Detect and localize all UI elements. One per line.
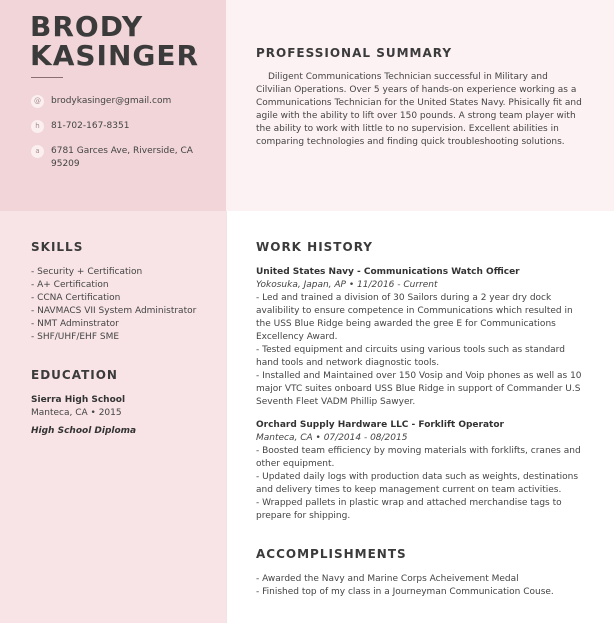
- summary-text: Diligent Communications Technician successful in Military and Cilvilian Operations. Over 5 years of hands-on experience working as a Communications Technician for the United States Navy. Phisically fit and agile with the ability to lift over 150 pounds. A strong team player with the ability to work with little to no supervision. Excellent abilities in comparing technologies and finding quick troubleshooting solutions.: [256, 72, 582, 148]
- accomplishments-heading: ACCOMPLISHMENTS: [256, 547, 407, 561]
- accomplishments-list: [256, 573, 554, 599]
- skill-item: - SHF/UHF/EHF SME: [31, 332, 120, 342]
- school-name: Sierra High School: [31, 395, 126, 405]
- accomplishment-item: - Finished top of my class in a Journeyman Communication Couse.: [256, 587, 554, 597]
- job-bullet: - Installed and Maintained over 150 Vosip and Voip phones as well as 10 major VTC suites onboard USS Blue Ridge in support of Commander U.S Seventh Fleet VADM Phillip Sawyer.: [256, 371, 582, 407]
- job-entry: [256, 266, 586, 409]
- summary-heading: PROFESSIONAL SUMMARY: [256, 46, 453, 60]
- job-bullet: - Updated daily logs with production data such as weights, destinations and delivery times to keep management current on team activities.: [256, 472, 579, 495]
- phone-icon: h: [31, 120, 44, 133]
- skills-list: [31, 266, 196, 344]
- job-entry: [256, 419, 586, 523]
- job-title: United States Navy - Communications Watch Officer: [256, 267, 520, 277]
- job-meta: Manteca, CA • 07/2014 - 08/2015: [256, 433, 408, 443]
- skill-item: - CCNA Certification: [31, 293, 121, 303]
- job-title: Orchard Supply Hardware LLC - Forklift Operator: [256, 420, 504, 430]
- education-heading: EDUCATION: [31, 368, 118, 382]
- job-meta: Yokosuka, Japan, AP • 11/2016 - Current: [256, 280, 438, 290]
- candidate-name: [30, 12, 199, 70]
- address-text: 6781 Garces Ave, Riverside, CA 95209: [51, 146, 193, 169]
- job-bullet: - Tested equipment and circuits using various tools such as standard hand tools and network diagnostic tools.: [256, 345, 565, 368]
- contact-phone[interactable]: [31, 120, 221, 133]
- job-bullet: - Led and trained a division of 30 Sailors during a 2 year dry dock avalibility to ensure competence in Communications which resulted in the USS Blue Ridge being awarded the gree E for Communications Excellency Award.: [256, 293, 573, 342]
- skill-item: - NAVMACS VII System Administrator: [31, 306, 197, 316]
- email-text: brodykasinger@gmail.com: [51, 96, 172, 106]
- work-history-heading: WORK HISTORY: [256, 240, 373, 254]
- skill-item: - Security + Certification: [31, 267, 143, 277]
- email-icon: @: [31, 95, 44, 108]
- education-block: [31, 394, 136, 438]
- last-name: KASINGER: [30, 39, 200, 72]
- job-bullet: - Boosted team efficiency by moving materials with forklifts, cranes and other equipment.: [256, 446, 581, 469]
- accomplishment-item: - Awarded the Navy and Marine Corps Acheivement Medal: [256, 574, 519, 584]
- contact-address: [31, 145, 221, 171]
- first-name: BRODY: [30, 10, 144, 43]
- job-bullet: - Wrapped pallets in plastic wrap and attached merchandise tags to prepare for shipping.: [256, 498, 562, 521]
- contact-email[interactable]: [31, 95, 221, 108]
- skill-item: - A+ Certification: [31, 280, 109, 290]
- skills-heading: SKILLS: [31, 240, 84, 254]
- skill-item: - NMT Adminstrator: [31, 319, 119, 329]
- phone-text: 81-702-167-8351: [51, 121, 130, 131]
- address-icon: a: [31, 145, 44, 158]
- school-meta: Manteca, CA • 2015: [31, 408, 122, 418]
- degree: High School Diploma: [31, 426, 137, 436]
- name-divider: [31, 77, 63, 78]
